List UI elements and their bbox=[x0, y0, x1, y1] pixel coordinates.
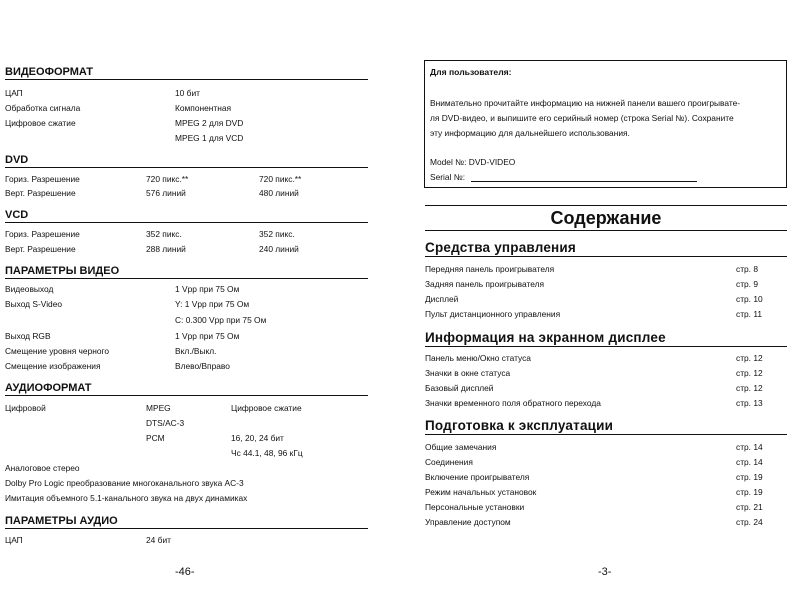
spec-value: 352 пикс. bbox=[259, 229, 295, 239]
audio-note: Dolby Pro Logic преобразование многоканального звука AC-3 bbox=[5, 478, 244, 488]
toc-page: стр. 24 bbox=[736, 517, 763, 527]
section-title-video-params: ПАРАМЕТРЫ ВИДЕО bbox=[5, 265, 120, 277]
section-title-dvd: DVD bbox=[5, 154, 29, 166]
spec-value: 480 линий bbox=[259, 188, 299, 198]
audio-note: Аналоговое стерео bbox=[5, 463, 80, 473]
spec-value: MPEG 2 для DVD bbox=[175, 118, 244, 128]
contents-bottom-rule bbox=[425, 230, 787, 231]
spec-value: 1 Vpp при 75 Ом bbox=[175, 331, 240, 341]
spec-label: ЦАП bbox=[5, 88, 23, 98]
toc-item: Значки в окне статуса bbox=[425, 368, 511, 378]
user-box-line: ля DVD-видео, и выпишите его серийный номер (строка Serial №). Сохраните bbox=[430, 113, 734, 123]
spec-label: Смещение уровня черного bbox=[5, 346, 110, 356]
section-rule bbox=[5, 528, 368, 529]
spec-label: Выход RGB bbox=[5, 331, 51, 341]
toc-section-title: Информация на экранном дисплее bbox=[425, 330, 666, 345]
spec-value: Влево/Вправо bbox=[175, 361, 230, 371]
section-title-audio-format: АУДИОФОРМАТ bbox=[5, 382, 92, 394]
spec-value: C: 0.300 Vpp при 75 Ом bbox=[175, 315, 267, 325]
section-rule bbox=[5, 79, 368, 80]
spec-label: Цифровое сжатие bbox=[5, 118, 76, 128]
audio-note: Имитация объемного 5.1-канального звука на двух динамиках bbox=[5, 493, 248, 503]
toc-item: Режим начальных установок bbox=[425, 487, 537, 497]
spec-value: PCM bbox=[146, 433, 165, 443]
user-box-line: Внимательно прочитайте информацию на нижней панели вашего проигрывате- bbox=[430, 98, 741, 108]
spec-value: Чс 44.1, 48, 96 кГц bbox=[231, 448, 303, 458]
spec-label: Смещение изображения bbox=[5, 361, 101, 371]
toc-page: стр. 11 bbox=[736, 309, 763, 319]
section-rule bbox=[5, 167, 368, 168]
toc-page: стр. 12 bbox=[736, 368, 763, 378]
spec-label: ЦАП bbox=[5, 535, 23, 545]
spec-label: Верт. Разрешение bbox=[5, 188, 76, 198]
spec-value: 240 линий bbox=[259, 244, 299, 254]
spec-value: Вкл./Выкл. bbox=[175, 346, 217, 356]
section-rule bbox=[425, 434, 787, 435]
section-rule bbox=[5, 395, 368, 396]
page-number-left: -46- bbox=[175, 566, 195, 578]
contents-top-rule bbox=[425, 205, 787, 206]
toc-item: Дисплей bbox=[425, 294, 459, 304]
toc-page: стр. 14 bbox=[736, 442, 763, 452]
spec-value: Y: 1 Vpp при 75 Ом bbox=[175, 299, 250, 309]
spec-label: Гориз. Разрешение bbox=[5, 229, 80, 239]
spec-value: Цифровое сжатие bbox=[231, 403, 302, 413]
section-rule bbox=[425, 256, 787, 257]
spec-value: 288 линий bbox=[146, 244, 186, 254]
toc-item: Персональные установки bbox=[425, 502, 525, 512]
spec-value: 576 линий bbox=[146, 188, 186, 198]
toc-item: Управление доступом bbox=[425, 517, 511, 527]
toc-page: стр. 21 bbox=[736, 502, 763, 512]
toc-section-title: Средства управления bbox=[425, 240, 576, 255]
toc-item: Общие замечания bbox=[425, 442, 497, 452]
toc-item: Соединения bbox=[425, 457, 473, 467]
toc-item: Пульт дистанционного управления bbox=[425, 309, 561, 319]
toc-page: стр. 14 bbox=[736, 457, 763, 467]
section-title-video-format: ВИДЕОФОРМАТ bbox=[5, 66, 93, 78]
model-number: Model №: DVD-VIDEO bbox=[430, 157, 516, 167]
toc-item: Значки временного поля обратного перехода bbox=[425, 398, 601, 408]
spec-value: 24 бит bbox=[146, 535, 171, 545]
spec-label: Цифровой bbox=[5, 403, 46, 413]
user-box-line: эту информацию для дальнейшего использования. bbox=[430, 128, 630, 138]
toc-item: Задняя панель проигрывателя bbox=[425, 279, 545, 289]
toc-page: стр. 12 bbox=[736, 383, 763, 393]
toc-page: стр. 10 bbox=[736, 294, 763, 304]
serial-fill-line bbox=[471, 181, 697, 182]
spec-label: Обработка сигнала bbox=[5, 103, 81, 113]
toc-section-title: Подготовка к эксплуатации bbox=[425, 418, 614, 433]
toc-page: стр. 9 bbox=[736, 279, 758, 289]
spec-value: 720 пикс.** bbox=[259, 174, 302, 184]
serial-label: Serial №: bbox=[430, 172, 466, 182]
toc-page: стр. 13 bbox=[736, 398, 763, 408]
section-rule bbox=[5, 222, 368, 223]
section-title-audio-params: ПАРАМЕТРЫ АУДИО bbox=[5, 515, 118, 527]
toc-page: стр. 12 bbox=[736, 353, 763, 363]
spec-value: 720 пикс.** bbox=[146, 174, 189, 184]
page-number-right: -3- bbox=[598, 566, 612, 578]
toc-page: стр. 19 bbox=[736, 472, 763, 482]
user-box-title: Для пользователя: bbox=[430, 67, 512, 77]
contents-title: Содержание bbox=[550, 208, 662, 228]
user-info-box bbox=[424, 60, 787, 188]
toc-item: Панель меню/Окно статуса bbox=[425, 353, 531, 363]
toc-item: Передняя панель проигрывателя bbox=[425, 264, 555, 274]
spec-label: Гориз. Разрешение bbox=[5, 174, 80, 184]
section-rule bbox=[5, 278, 368, 279]
spec-value: MPEG 1 для VCD bbox=[175, 133, 244, 143]
spec-value: 352 пикс. bbox=[146, 229, 182, 239]
spec-value: 10 бит bbox=[175, 88, 200, 98]
toc-page: стр. 19 bbox=[736, 487, 763, 497]
spec-value: DTS/AC-3 bbox=[146, 418, 185, 428]
spec-value: 16, 20, 24 бит bbox=[231, 433, 284, 443]
section-rule bbox=[425, 346, 787, 347]
spec-value: 1 Vpp при 75 Ом bbox=[175, 284, 240, 294]
toc-item: Базовый дисплей bbox=[425, 383, 494, 393]
spec-label: Выход S-Video bbox=[5, 299, 63, 309]
toc-item: Включение проигрывателя bbox=[425, 472, 530, 482]
spec-value: Компонентная bbox=[175, 103, 232, 113]
spec-label: Верт. Разрешение bbox=[5, 244, 76, 254]
section-title-vcd: VCD bbox=[5, 209, 29, 221]
spec-label: Видеовыход bbox=[5, 284, 54, 294]
spec-value: MPEG bbox=[146, 403, 171, 413]
toc-page: стр. 8 bbox=[736, 264, 758, 274]
